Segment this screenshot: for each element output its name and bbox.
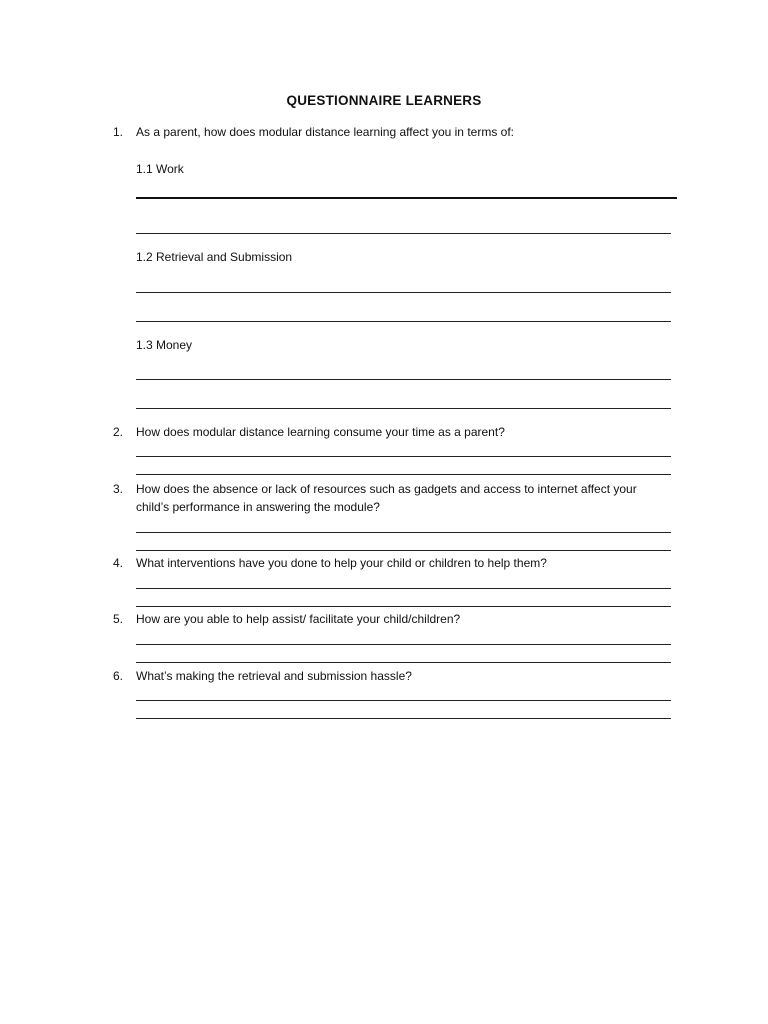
question-4-text: What interventions have you done to help your child or children to help them? [136, 556, 547, 570]
answer-line[interactable] [136, 233, 671, 234]
question-2-text: How does modular distance learning consume your time as a parent? [136, 425, 505, 439]
question-3-text-line-1: How does the absence or lack of resources such as gadgets and access to internet affect your [136, 482, 637, 496]
answer-line[interactable] [136, 550, 671, 551]
question-6-text: What’s making the retrieval and submission hassle? [136, 669, 412, 683]
question-6-number: 6. [113, 669, 124, 683]
page-title: QUESTIONNAIRE LEARNERS [286, 93, 482, 108]
answer-line[interactable] [136, 321, 671, 322]
question-1-text: As a parent, how does modular distance learning affect you in terms of: [136, 125, 514, 139]
question-1-2-label: 1.2 Retrieval and Submission [136, 250, 293, 264]
question-4-number: 4. [113, 556, 124, 570]
answer-line[interactable] [136, 456, 671, 457]
question-2-number: 2. [113, 425, 124, 439]
question-5-text: How are you able to help assist/ facilitate your child/children? [136, 612, 461, 626]
answer-line[interactable] [136, 408, 671, 409]
answer-line[interactable] [136, 662, 671, 663]
answer-line[interactable] [136, 379, 671, 380]
question-3-text-line-2: child’s performance in answering the module? [136, 500, 380, 514]
question-5-number: 5. [113, 612, 124, 626]
question-1-number: 1. [113, 125, 124, 139]
question-1-1-label: 1.1 Work [136, 162, 184, 176]
answer-line[interactable] [136, 588, 671, 589]
answer-line[interactable] [136, 197, 677, 199]
answer-line[interactable] [136, 718, 671, 719]
answer-line[interactable] [136, 644, 671, 645]
answer-line[interactable] [136, 606, 671, 607]
question-1-3-label: 1.3 Money [136, 338, 193, 352]
answer-line[interactable] [136, 700, 671, 701]
question-3-number: 3. [113, 482, 124, 496]
answer-line[interactable] [136, 532, 671, 533]
answer-line[interactable] [136, 474, 671, 475]
answer-line[interactable] [136, 292, 671, 293]
